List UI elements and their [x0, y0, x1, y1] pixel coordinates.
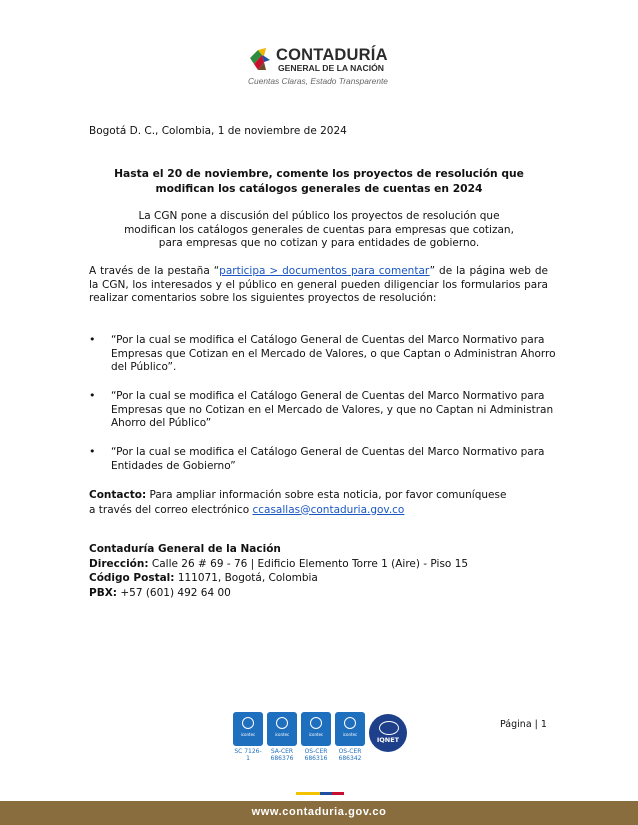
cert-code: OS-CER 686342 [338, 748, 362, 762]
cgn-logo-icon [248, 46, 274, 76]
address-label: Dirección: [89, 557, 149, 570]
pbx-value: +57 (601) 492 64 00 [117, 586, 231, 599]
cert-code: SA-CER 686376 [270, 748, 294, 762]
cgn-logo [248, 46, 398, 86]
list-item-text: “Por la cual se modifica el Catálogo General de Cuentas del Marco Normativo para Empresas que Cotizan en el Mercado de Valores, o que Captan o Administran Ahorro del Público”. [111, 334, 556, 374]
flag-stripe [296, 792, 344, 795]
icontec-cert-badge: icontec OS-CER 686316 [301, 712, 331, 772]
document-date: Bogotá D. C., Colombia, 1 de noviembre de 2024 [89, 125, 347, 137]
page-number: Página | 1 [500, 719, 547, 730]
intro-line-2: modifican los catálogos generales de cuentas para empresas que cotizan, [124, 223, 514, 236]
postal-value: 111071, Bogotá, Colombia [174, 572, 318, 584]
body-paragraph [89, 265, 548, 306]
para-before-link: A través de la pestaña “ [89, 265, 220, 277]
intro-line-1: La CGN pone a discusión del público los proyectos de resolución que [138, 210, 500, 222]
footer-url[interactable]: www.contaduria.gov.co [251, 806, 387, 818]
participa-link[interactable]: participa > documentos para comentar [219, 265, 430, 277]
icontec-cert-badge: icontec SC 7126-1 [233, 712, 263, 772]
bullet-icon: • [89, 445, 96, 458]
certification-badges [233, 712, 413, 772]
para-after-link: ” de la página web de la CGN, los interesados y el público en general pueden diligenciar los formularios para realizar comentarios sobre los siguientes proyectos de resolución: [89, 265, 548, 304]
contact-block [89, 488, 506, 517]
logo-title: CONTADURÍA [276, 46, 388, 64]
contact-label: Contacto: [89, 489, 147, 501]
iqnet-label: IQNET [376, 736, 400, 744]
contact-text-1: Para ampliar información sobre esta noticia, por favor comuníquese [146, 489, 507, 501]
org-name: Contaduría General de la Nación [89, 543, 281, 555]
cert-code: SC 7126-1 [234, 748, 262, 762]
cert-code: OS-CER 686316 [304, 748, 328, 762]
pbx-label: PBX: [89, 586, 117, 599]
iqnet-badge [369, 714, 407, 752]
contact-text-2: a través del correo electrónico [89, 503, 253, 516]
address-value: Calle 26 # 69 - 76 | Edificio Elemento Torre 1 (Aire) - Piso 15 [148, 557, 469, 570]
postal-label: Código Postal: [89, 572, 175, 584]
headline-line-1: Hasta el 20 de noviembre, comente los proyectos de resolución que [114, 167, 524, 180]
icontec-cert-badge: icontec OS-CER 686342 [335, 712, 365, 772]
headline-line-2: modifican los catálogos generales de cuentas en 2024 [155, 181, 483, 195]
list-item-text: “Por la cual se modifica el Catálogo General de Cuentas del Marco Normativo para Empresas que no Cotizan en el Mercado de Valores, y que no Captan ni Administran Ahorro del Público” [111, 390, 554, 430]
contact-email-link[interactable]: ccasallas@contaduria.gov.co [252, 503, 405, 516]
intro-line-3: para empresas que no cotizan y para entidades de gobierno. [158, 237, 480, 250]
headline [89, 167, 549, 196]
bullet-icon: • [89, 333, 96, 346]
bullet-icon: • [89, 389, 96, 402]
list-item-text: “Por la cual se modifica el Catálogo General de Cuentas del Marco Normativo para Entidades de Gobierno” [111, 446, 545, 472]
intro-paragraph [89, 210, 549, 251]
logo-tagline: Cuentas Claras, Estado Transparente [248, 76, 388, 86]
logo-subtitle: GENERAL DE LA NACIÓN [278, 63, 384, 73]
organization-info [89, 542, 468, 600]
icontec-cert-badge: icontec SA-CER 686376 [267, 712, 297, 772]
